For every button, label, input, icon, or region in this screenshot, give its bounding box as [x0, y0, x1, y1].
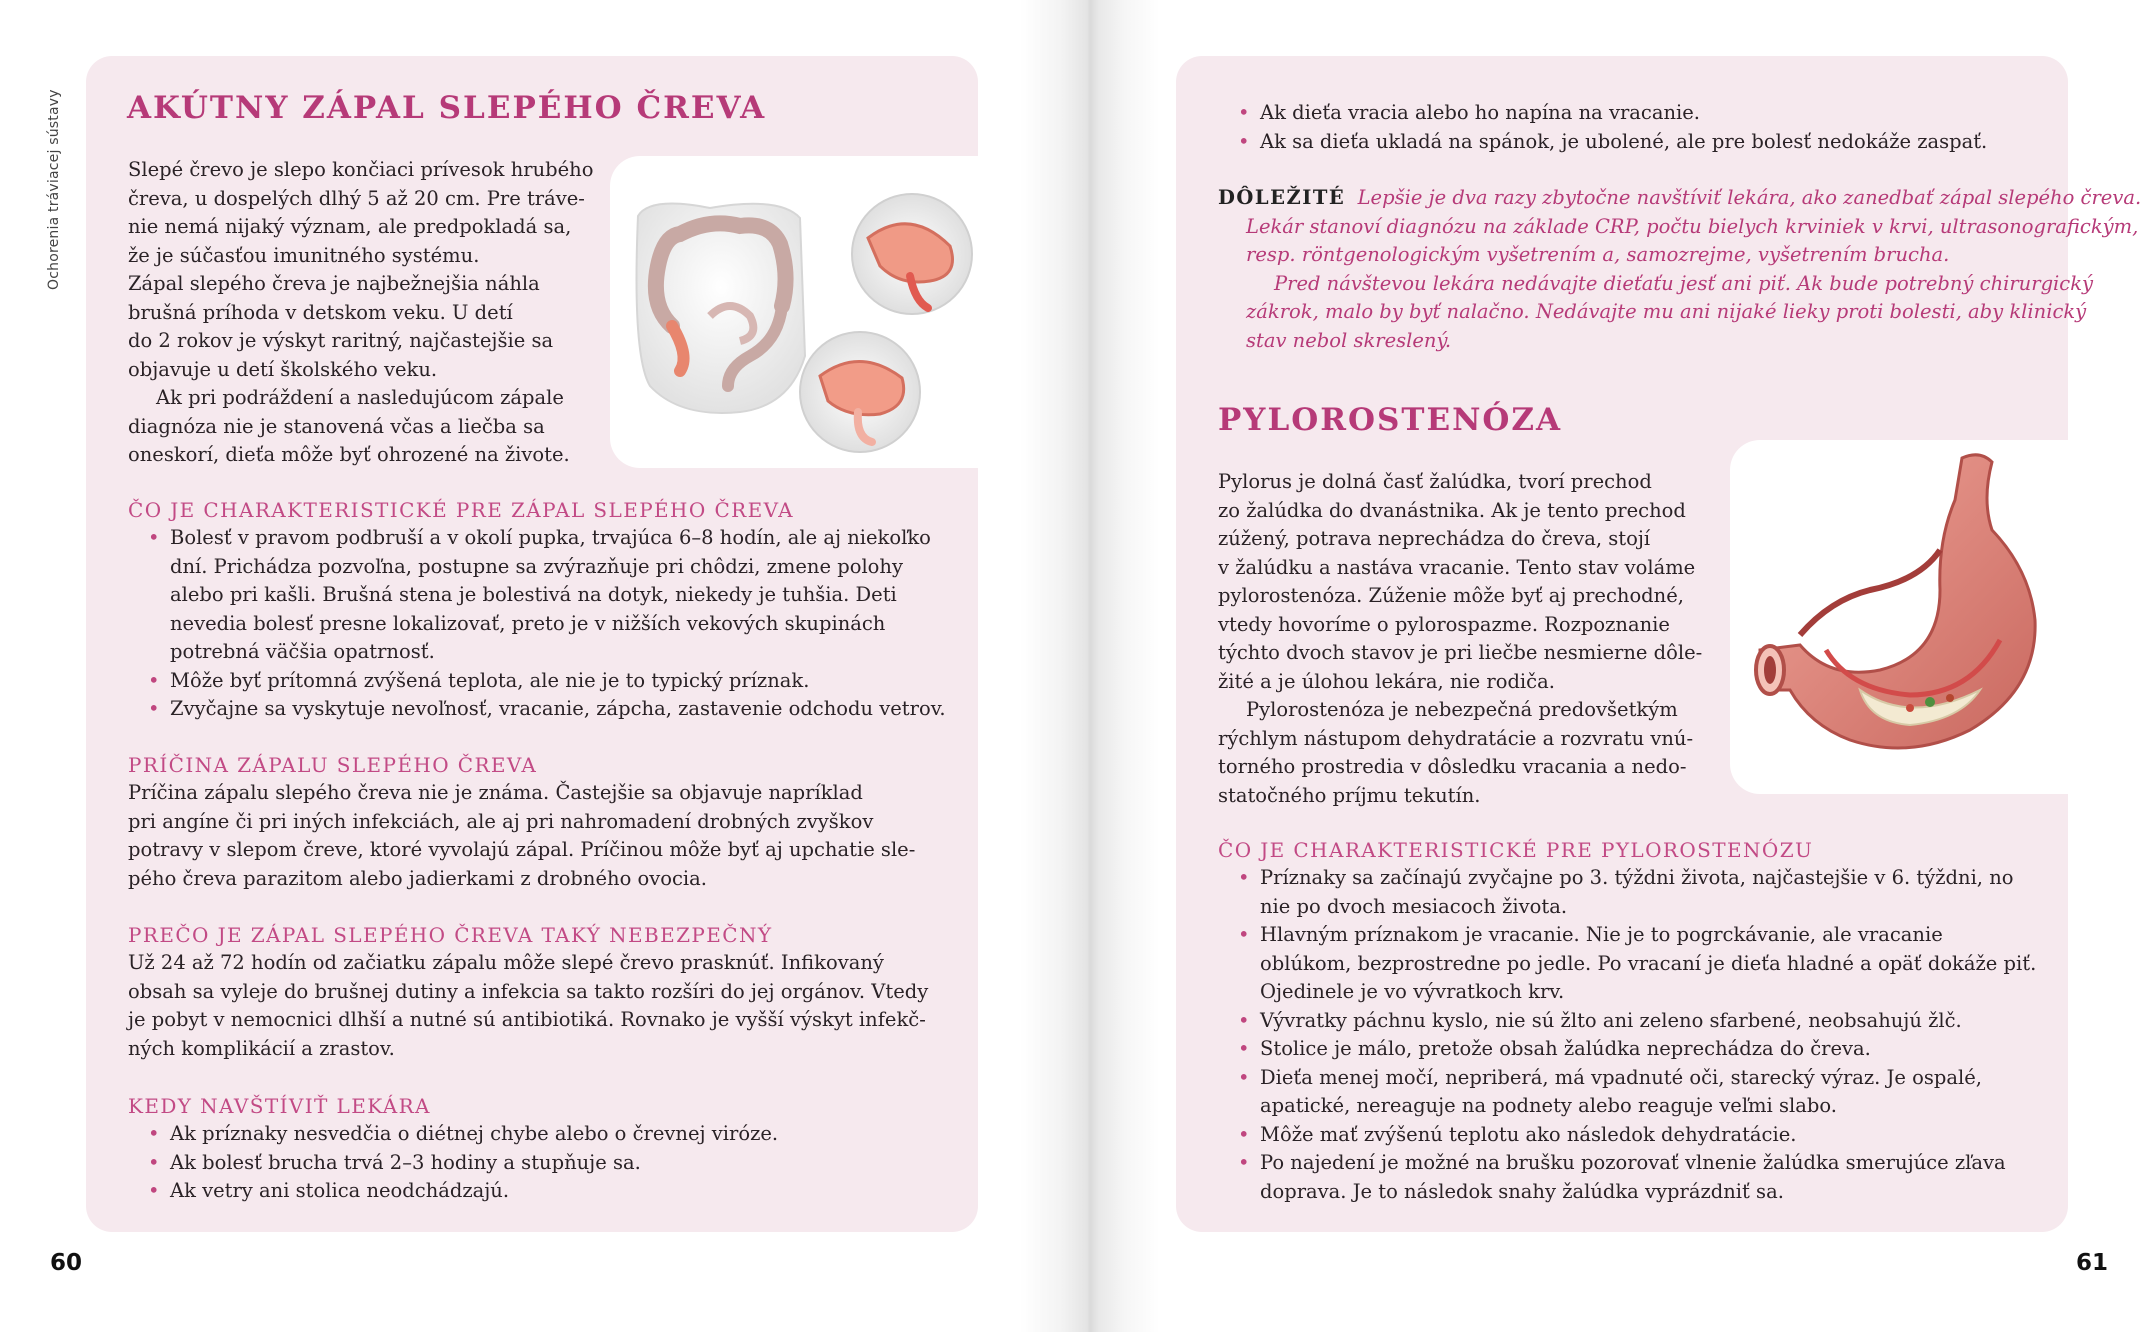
list-item-line: • Zvyčajne sa vyskytuje nevoľnosť, vracanie, zápcha, zastavenie odchodu vetrov.	[170, 697, 946, 720]
text-line: obsah sa vyleje do brušnej dutiny a infekcia sa takto rozšíri do jej orgánov. Vtedy	[128, 979, 929, 1003]
text-line: pého čreva parazitom alebo jadierkami z drobného ovocia.	[128, 866, 707, 890]
important-note	[1218, 184, 2141, 355]
book-spine	[1020, 0, 1160, 1332]
left-intro-text	[128, 156, 593, 470]
list-item-line: • Po najedení je možné na brušku pozorovať vlnenie žalúdka smerujúce zľava	[1260, 1151, 2006, 1174]
left-heading-danger: PREČO JE ZÁPAL SLEPÉHO ČREVA TAKÝ NEBEZPEČNÝ	[128, 923, 773, 947]
list-item-line: nevedia bolesť presne lokalizovať, preto je v nižších vekových skupinách	[170, 611, 886, 635]
list-item	[1218, 128, 1987, 157]
list-item	[128, 1149, 778, 1178]
list-item	[128, 1177, 778, 1206]
list-item-line: • Bolesť v pravom podbruší a v okolí pupka, trvajúca 6–8 hodín, ale aj niekoľko	[170, 526, 931, 549]
right-continued-list	[1218, 99, 1987, 156]
text-line: pylorostenóza. Zúženie môže byť aj prechodné,	[1218, 584, 1684, 607]
list-item-line: alebo pri kašli. Brušná stena je bolestivá na dotyk, niekedy je tuhšia. Deti	[170, 583, 897, 606]
text-line: Pylorus je dolná časť žalúdka, tvorí prechod	[1218, 470, 1652, 493]
left-title: AKÚTNY ZÁPAL SLEPÉHO ČREVA	[127, 90, 767, 126]
left-danger-text	[128, 949, 928, 1063]
list-item-line: oblúkom, bezprostredne po jedle. Po vracaní je dieťa hladné a opäť dokáže piť.	[1260, 951, 2037, 975]
list-item	[128, 1120, 778, 1149]
text-line: v žalúdku a nastáva vracanie. Tento stav voláme	[1218, 555, 1696, 579]
text-line: Ak pri podráždení a nasledujúcom zápale	[156, 386, 564, 409]
text-line: týchto dvoch stavov je pri liečbe nesmierne dôle-	[1218, 641, 1703, 664]
list-item	[1218, 1007, 2036, 1036]
list-item-line: doprava. Je to následok snahy žalúdka vyprázdniť sa.	[1260, 1179, 1784, 1203]
list-item-line: • Ak dieťa vracia alebo ho napína na vracanie.	[1260, 101, 1700, 124]
list-item	[128, 695, 946, 724]
list-item-line: • Ak príznaky nesvedčia o diétnej chybe alebo o črevnej viróze.	[170, 1122, 779, 1145]
appendix-illustration-icon	[610, 156, 980, 468]
list-item	[1218, 921, 2036, 1007]
list-item	[1218, 1149, 2036, 1206]
list-item-line: Ojedinele je vo vývratkoch krv.	[1260, 980, 1565, 1003]
page-number-left: 60	[50, 1250, 83, 1276]
list-item-line: • Príznaky sa začínajú zvyčajne po 3. týždni života, najčastejšie v 6. týždni, no	[1260, 866, 2014, 889]
right-intro-text	[1218, 468, 1702, 810]
text-line: pri angíne či pri iných infekciách, ale aj pri nahromadení drobných zvyškov	[128, 809, 874, 833]
list-item-line: dní. Prichádza pozvoľna, postupne sa zvýrazňuje pri chôdzi, zmene polohy	[170, 554, 904, 578]
list-item-line: apatické, nereaguje na podnety alebo reaguje veľmi slabo.	[1260, 1094, 1837, 1117]
list-item-line: • Ak bolesť brucha trvá 2–3 hodiny a stupňuje sa.	[170, 1150, 641, 1174]
text-line: zúžený, potrava neprechádza do čreva, stojí	[1218, 527, 1651, 550]
important-line: zákrok, malo by byť nalačno. Nedávajte mu ani nijaké lieky proti bolesti, aby klinický	[1246, 300, 2087, 323]
text-line: objavuje u detí školského veku.	[128, 357, 438, 381]
list-item-line: • Ak vetry ani stolica neodchádzajú.	[170, 1179, 510, 1202]
text-line: je pobyt v nemocnici dlhší a nutné sú antibiotiká. Rovnako je vyšší výskyt infekč-	[128, 1008, 926, 1031]
text-line: Príčina zápalu slepého čreva nie je známa. Častejšie sa objavuje napríklad	[128, 781, 863, 804]
list-item-line: • Hlavným príznakom je vracanie. Nie je to pogrckávanie, ale vracanie	[1260, 923, 1943, 946]
list-item	[1218, 99, 1987, 128]
list-item-line: • Dieťa menej močí, nepriberá, má vpadnuté oči, starecký výraz. Je ospalé,	[1260, 1065, 1982, 1089]
important-line: Pred návštevou lekára nedávajte dieťaťu jesť ani piť. Ak bude potrebný chirurgický	[1274, 271, 2094, 295]
text-line: žité a je úlohou lekára, nie rodiča.	[1218, 669, 1555, 693]
list-item	[1218, 1035, 2036, 1064]
list-item-line: nie po dvoch mesiacoch života.	[1260, 894, 1568, 918]
stomach-illustration-icon	[1730, 440, 2070, 794]
list-item-line: • Ak sa dieťa ukladá na spánok, je ubolené, ale pre bolesť nedokáže zaspať.	[1260, 129, 1988, 153]
list-item-line: potrebná väčšia opatrnosť.	[170, 640, 435, 663]
left-heading-when-doctor: KEDY NAVŠTÍVIŤ LEKÁRA	[128, 1094, 431, 1118]
text-line: Už 24 až 72 hodín od začiatku zápalu môže slepé črevo prasknúť. Infikovaný	[128, 951, 884, 974]
text-line: že je súčasťou imunitného systému.	[128, 243, 480, 267]
important-label: DÔLEŽITÉ	[1218, 186, 1346, 209]
text-line: zo žalúdka do dvanástnika. Ak je tento prechod	[1218, 498, 1686, 522]
section-label: Ochorenia tráviacej sústavy	[46, 89, 62, 290]
left-characteristics-list	[128, 524, 946, 724]
text-line: Pylorostenóza je nebezpečná predovšetkým	[1246, 698, 1678, 721]
text-line: ných komplikácií a zrastov.	[128, 1036, 395, 1060]
important-line: Lekár stanoví diagnózu na základe CRP, počtu bielych krviniek v krvi, ultrasonografickým,	[1246, 214, 2139, 238]
right-heading-characteristics: ČO JE CHARAKTERISTICKÉ PRE PYLOROSTENÓZU	[1218, 838, 1814, 862]
text-line: rýchlym nástupom dehydratácie a rozvratu vnú-	[1218, 726, 1694, 750]
list-item	[1218, 864, 2036, 921]
appendix-illustration	[610, 156, 980, 468]
right-title: PYLOROSTENÓZA	[1218, 402, 1563, 438]
list-item-line: • Môže byť prítomná zvýšená teplota, ale nie je to typický príznak.	[170, 668, 810, 692]
left-heading-cause: PRÍČINA ZÁPALU SLEPÉHO ČREVA	[128, 753, 538, 777]
list-item	[128, 667, 946, 696]
list-item-line: • Vývratky páchnu kyslo, nie sú žlto ani zeleno sfarbené, neobsahujú žlč.	[1260, 1008, 1962, 1032]
list-item-line: • Stolice je málo, pretože obsah žalúdka neprechádza do čreva.	[1260, 1037, 1871, 1060]
text-line: Slepé črevo je slepo končiaci prívesok hrubého	[128, 158, 594, 181]
list-item	[1218, 1121, 2036, 1150]
left-heading-characteristics: ČO JE CHARAKTERISTICKÉ PRE ZÁPAL SLEPÉHO ČREVA	[128, 498, 794, 522]
left-when-doctor-list	[128, 1120, 778, 1206]
text-line: Zápal slepého čreva je najbežnejšia náhla	[128, 272, 540, 295]
text-line: čreva, u dospelých dlhý 5 až 20 cm. Pre tráve-	[128, 186, 585, 210]
important-line: Lepšie je dva razy zbytočne navštíviť lekára, ako zanedbať zápal slepého čreva.	[1357, 186, 2142, 209]
list-item	[1218, 1064, 2036, 1121]
text-line: diagnóza nie je stanovená včas a liečba sa	[128, 414, 545, 438]
text-line: brušná príhoda v detskom veku. U detí	[128, 300, 513, 324]
stomach-illustration	[1730, 440, 2070, 794]
text-line: do 2 rokov je výskyt raritný, najčastejšie sa	[128, 329, 554, 352]
list-item-line: • Môže mať zvýšenú teplotu ako následok dehydratácie.	[1260, 1122, 1797, 1146]
left-cause-text	[128, 779, 915, 893]
text-line: torného prostredia v dôsledku vracania a nedo-	[1218, 755, 1687, 778]
important-line: resp. röntgenologickým vyšetrením a, samozrejme, vyšetrením brucha.	[1246, 243, 1950, 266]
text-line: vtedy hovoríme o pylorospazme. Rozpoznanie	[1218, 612, 1670, 636]
text-line: nie nemá nijaký význam, ale predpokladá sa,	[128, 215, 572, 238]
text-line: potravy v slepom čreve, ktoré vyvolajú zápal. Príčinou môže byť aj upchatie sle-	[128, 838, 916, 861]
text-line: statočného príjmu tekutín.	[1218, 783, 1481, 807]
text-line: oneskorí, dieťa môže byť ohrozené na živote.	[128, 443, 570, 466]
page-number-right: 61	[2076, 1250, 2109, 1276]
important-line: stav nebol skreslený.	[1246, 328, 1452, 352]
right-characteristics-list	[1218, 864, 2036, 1206]
list-item	[128, 524, 946, 667]
